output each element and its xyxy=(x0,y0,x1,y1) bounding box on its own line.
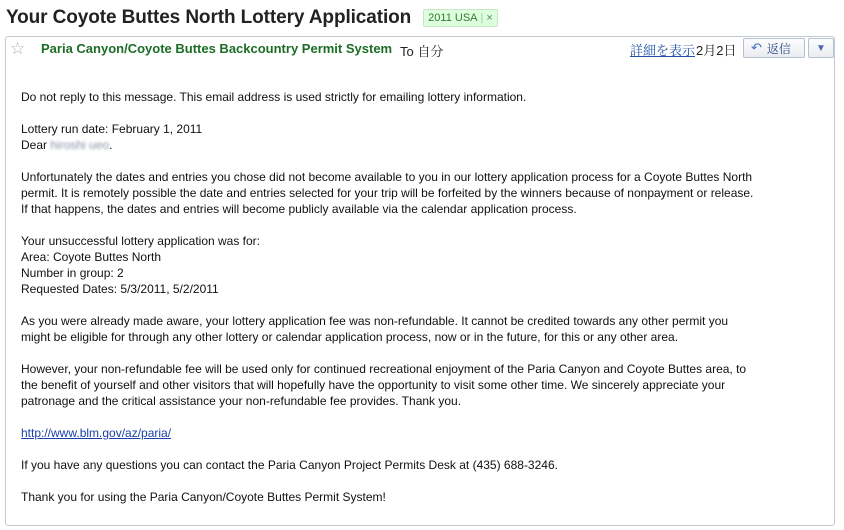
reply-label: 返信 xyxy=(766,41,791,56)
email-subject: Your Coyote Buttes North Lottery Application xyxy=(6,7,412,28)
body-thanks: Thank you for using the Paria Canyon/Coyote Buttes Permit System! xyxy=(21,490,386,504)
body-fee-usage-paragraph xyxy=(21,361,821,409)
label-name[interactable]: 2011 USA xyxy=(428,12,478,24)
subject-row xyxy=(6,5,498,31)
body-lottery-date: Lottery run date: February 1, 2011 xyxy=(21,122,203,136)
body-line: patronage and the critical assistance your non-refundable fee provides. Thank you. xyxy=(21,394,462,408)
body-line: might be eligible for through any other lottery or calendar application process, now or in the future, for this or any other area. xyxy=(21,330,679,344)
body-no-reply: Do not reply to this message. This email address is used strictly for emailing lottery information. xyxy=(21,90,527,104)
body-result-paragraph xyxy=(21,169,821,217)
recipient-text: To 自分 xyxy=(400,44,444,59)
body-line: Unfortunately the dates and entries you chose did not become available to you in our lottery application process for a Coyote Buttes North xyxy=(21,170,753,184)
blm-paria-link[interactable]: http://www.blm.gov/az/paria/ xyxy=(21,426,172,440)
body-line: the benefit of yourself and other visitors that will hopefully have the opportunity to visit some other time. We sincerely appreciate your xyxy=(21,378,726,392)
greeting-name: hiroshi ueo xyxy=(50,138,110,152)
body-app-intro: Your unsuccessful lottery application was for: xyxy=(21,234,261,248)
body-line: However, your non-refundable fee will be used only for continued recreational enjoyment of the Paria Canyon and Coyote Buttes area, to xyxy=(21,362,747,376)
chevron-down-icon: ▼ xyxy=(816,42,826,54)
body-greeting: Dear hiroshi ueo. xyxy=(21,138,113,152)
body-requested-dates: Requested Dates: 5/3/2011, 5/2/2011 xyxy=(21,282,219,296)
greeting-word: Dear xyxy=(21,138,48,152)
body-line: permit. It is remotely possible the date and entries selected for your trip will be forfeited by the winners because of nonpayment or release. xyxy=(21,186,754,200)
message-date: 2月2日 xyxy=(696,43,737,58)
body-fee-paragraph xyxy=(21,313,821,345)
body-line: If that happens, the dates and entries will become publicly available via the calendar application process. xyxy=(21,202,577,216)
label-remove-icon[interactable]: × xyxy=(486,12,493,24)
body-group-size: Number in group: 2 xyxy=(21,266,124,280)
star-icon[interactable]: ☆ xyxy=(10,39,26,58)
body-area: Area: Coyote Buttes North xyxy=(21,250,162,264)
message-header xyxy=(6,37,834,63)
label-separator: | xyxy=(480,12,484,24)
body-link-line xyxy=(21,425,821,441)
label-chip[interactable] xyxy=(423,9,498,27)
more-options-button[interactable] xyxy=(808,38,834,58)
body-contact: If you have any questions you can contact the Paria Canyon Project Permits Desk at (435) 688-3246. xyxy=(21,458,558,472)
body-line: As you were already made aware, your lottery application fee was non-refundable. It cannot be credited towards any other permit you xyxy=(21,314,729,328)
reply-arrow-icon: ↶ xyxy=(751,40,762,55)
reply-button[interactable] xyxy=(743,38,805,58)
message-card xyxy=(5,36,835,526)
message-body xyxy=(21,89,821,505)
show-details-link[interactable]: 詳細を表示 xyxy=(630,43,696,58)
sender-name[interactable]: Paria Canyon/Coyote Buttes Backcountry Permit System xyxy=(41,41,393,56)
